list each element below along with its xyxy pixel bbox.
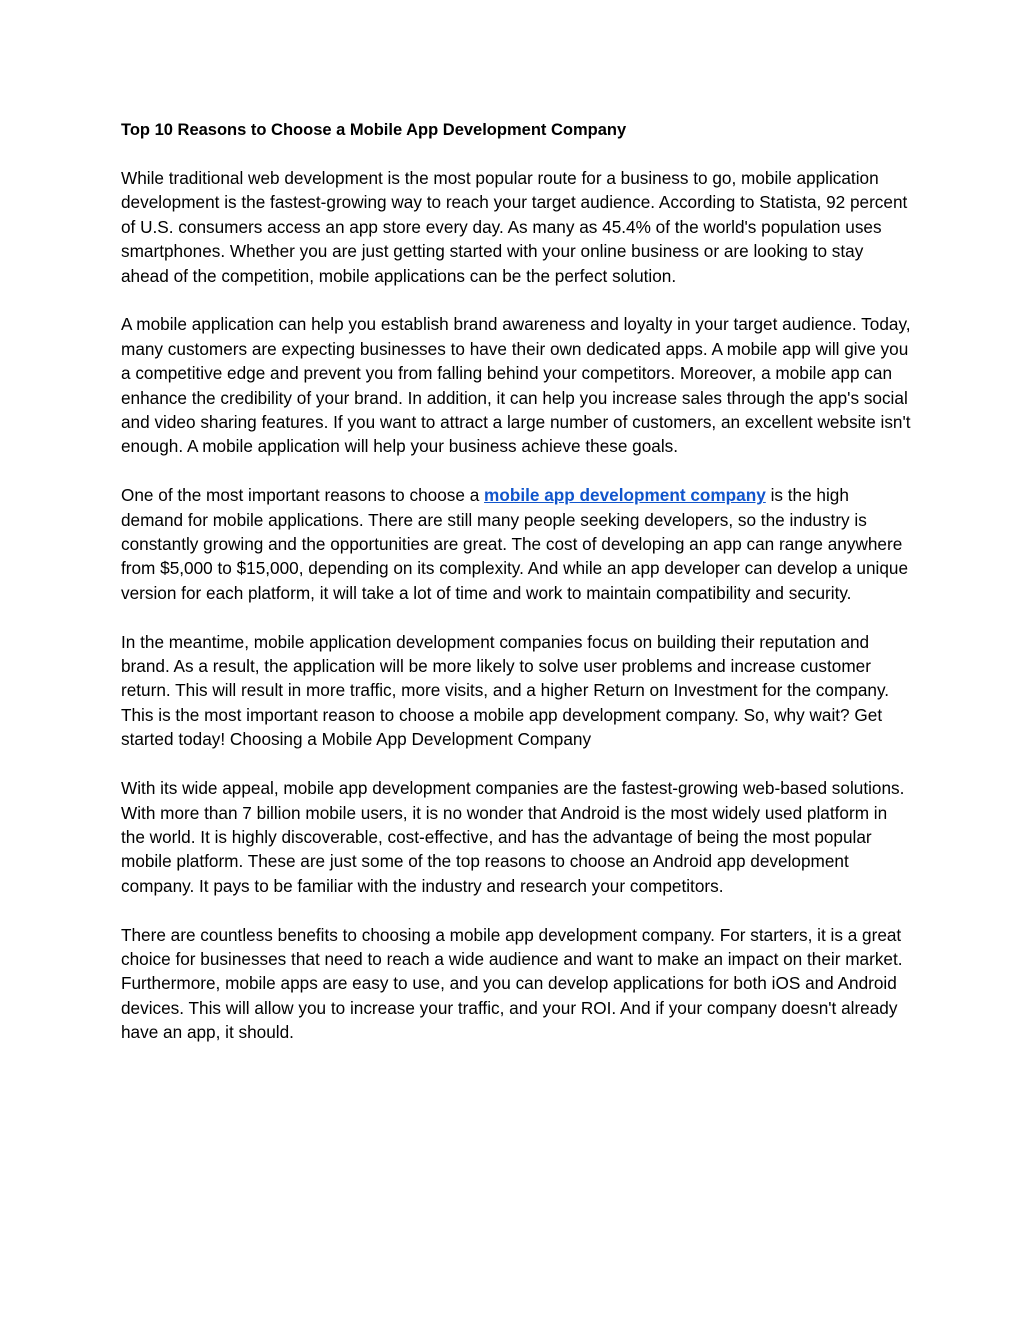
- document-page: [121, 118, 911, 1069]
- paragraph-benefits: There are countless benefits to choosing a mobile app development company. For starters, it is a great choice for businesses that need to reach a wide audience and want to make an impact on their market. Furthermore, mobile apps are easy to use, and you can develop applications for both iOS and Android devices. This will allow you to increase your traffic, and your ROI. And if your company doesn't already have an app, it should.: [121, 924, 903, 1043]
- document-title: Top 10 Reasons to Choose a Mobile App Development Company: [121, 121, 627, 139]
- paragraph-demand-after: is the high demand for mobile applications. There are still many people seeking developers, so the industry is constantly growing and the opportunities are great. The cost of developing an app can range anywhere from $5,000 to $15,000, depending on its complexity. And while an app developer can develop a unique version for each platform, it will take a lot of time and work to maintain compatibility and security.: [121, 485, 909, 603]
- paragraph-brand-awareness: A mobile application can help you establish brand awareness and loyalty in your target audience. Today, many customers are expecting businesses to have their own dedicated apps. A mobile app will give you a competitive edge and prevent you from falling behind your competitors. Moreover, a mobile app can enhance the credibility of your brand. In addition, it can help you increase sales through the app's social and video sharing features. If you want to attract a large number of customers, an excellent website isn't enough. A mobile application will help your business achieve these goals.: [121, 314, 911, 457]
- paragraph-demand: [121, 483, 911, 605]
- paragraph-wide-appeal: With its wide appeal, mobile app development companies are the fastest-growing web-based solutions. With more than 7 billion mobile users, it is no wonder that Android is the most widely used platform in the world. It is highly discoverable, cost-effective, and has the advantage of being the most popular mobile platform. These are just some of the top reasons to choose an Android app development company. It pays to be familiar with the industry and research your competitors.: [121, 778, 905, 896]
- paragraph-demand-before: One of the most important reasons to choose a: [121, 485, 485, 506]
- mobile-app-development-company-link[interactable]: mobile app development company: [484, 485, 766, 506]
- paragraph-reputation: In the meantime, mobile application development companies focus on building their reputation and brand. As a result, the application will be more likely to solve user problems and increase customer return. This will result in more traffic, more visits, and a higher Return on Investment for the company. This is the most important reason to choose a mobile app development company. So, why wait? Get started today! Choosing a Mobile App Development Company: [121, 631, 890, 750]
- paragraph-intro: While traditional web development is the most popular route for a business to go, mobile application development is the fastest-growing way to reach your target audience. According to Statista, 92 percent of U.S. consumers access an app store every day. As many as 45.4% of the world's population uses smartphones. Whether you are just getting started with your online business or are looking to stay ahead of the competition, mobile applications can be the perfect solution.: [121, 168, 908, 286]
